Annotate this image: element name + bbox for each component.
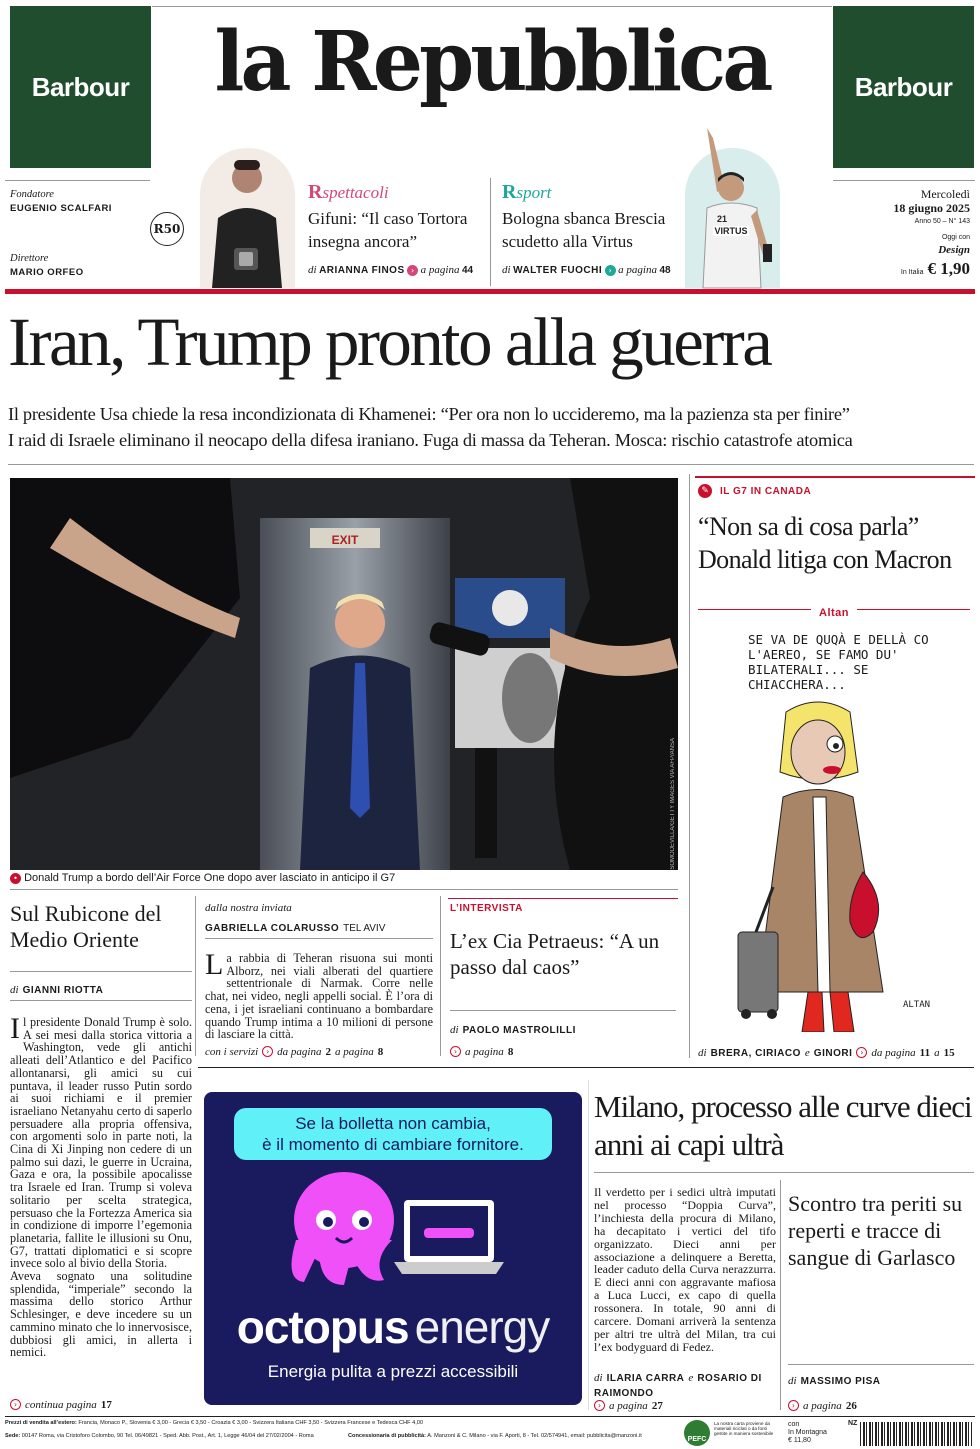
author-name: WALTER FUOCHI (513, 265, 603, 276)
price (901, 259, 970, 279)
r50-logo (150, 212, 184, 246)
footer-prices-text: Francia, Monaco P., Slovenia € 3,00 - Grecia € 3,50 - Croazia € 3,00 - Svizzera Italiana CHF 3,50 - Svizzera Francese e Tedesca CHF 4,00 (78, 1420, 423, 1426)
teaser-section-sport[interactable] (502, 182, 551, 203)
r-logo: R (308, 181, 323, 203)
price-value: € 1,90 (927, 259, 970, 278)
arrow-icon: › (10, 1399, 21, 1410)
founder-name: EUGENIO SCALFARI (10, 203, 112, 214)
page-label: a pagina (803, 1400, 842, 1412)
author-names: BRERA, CIRIACO (710, 1048, 801, 1059)
r50-text: R50 (153, 222, 181, 236)
photo-credit: SOMODEVILLA/GETTY IMAGES VIA AFP/ANSA (670, 738, 676, 870)
author-name: ARIANNA FINOS (319, 265, 405, 276)
arrow-icon: › (788, 1400, 799, 1411)
with-product[interactable]: Design (938, 244, 970, 256)
day-label: Mercoledì (920, 187, 970, 201)
garlasco-headline[interactable]: Scontro tra periti su reperti e tracce di sangue di Garlasco (788, 1191, 963, 1270)
page-number-end: 15 (943, 1047, 955, 1059)
ad-brand: Barbour (31, 71, 130, 102)
ad-barbour-left[interactable] (10, 6, 151, 168)
author-name-2: ROSARIO DI RAIMONDO (594, 1373, 762, 1399)
exit-sign: EXIT (331, 533, 359, 547)
page-number: 8 (507, 1046, 514, 1058)
by-label: di (450, 1024, 459, 1036)
arrow-icon: › (594, 1400, 605, 1411)
masthead-title[interactable]: la Repubblica (214, 14, 770, 110)
cartoon-balloon-text: SE VA DE QUQÀ E DELLÀ CO L'AEREO, SE FAMO DU' BILATERALI... SE CHIACCHERA... (748, 632, 929, 692)
by-label: di (698, 1047, 707, 1059)
with-label: Oggi con (941, 234, 970, 241)
garlasco-byline (788, 1371, 880, 1389)
r-logo: R (502, 181, 517, 203)
section-name: sport (516, 183, 552, 202)
trump-photo-icon (10, 478, 678, 870)
photo-caption (10, 872, 395, 884)
dateline: TEL AVIV (343, 923, 386, 934)
teheran-kicker: dalla nostra inviata (205, 902, 292, 914)
dropcap: I (10, 1012, 20, 1045)
altan-cartoon[interactable] (698, 622, 970, 1032)
footer-prices-label: Prezzi di vendita all’estero: (5, 1420, 77, 1426)
page-label: a pagina (465, 1046, 504, 1058)
ad-slogan: Energia pulita a prezzi accessibili (267, 1362, 519, 1381)
teheran-ref[interactable] (205, 1042, 383, 1060)
supplement-with: con (788, 1421, 800, 1428)
milano-body: Il verdetto per i sedici ultrà imputati nel processo “Doppia Curva”, l’inchiesta della procura di Milano, ha decapitato i vertici del tifo organizzato. Dieci anni per associazione a delinquere a Beretta, leader caduto della Curva nerazzurra. E dieci anni con aggravante mafiosa a Luca Lucci, ex capo di quella rossonera. In totale, 90 anni di carcere. Domani arriverà la sentenza per altri tre ultrà del Milan, tra cui l’ex bodyguard di Fedez. (594, 1185, 776, 1354)
page-label: a pagina (609, 1400, 648, 1412)
brand-energy: energy (414, 1301, 550, 1353)
dropcap: L (205, 948, 224, 981)
interview-label: L’INTERVISTA (450, 903, 523, 914)
issue-label: Anno 50 – N° 143 (914, 218, 970, 225)
arrow-icon: › (407, 265, 418, 276)
arrow-icon: › (856, 1047, 867, 1058)
page-label: a pagina (618, 264, 657, 276)
tagline-line-1: Se la bolletta non cambia, (295, 1114, 491, 1133)
octopus-mascot-icon (274, 1170, 514, 1290)
page-to: 8 (377, 1046, 384, 1058)
date-box (833, 180, 975, 288)
page-number: 26 (845, 1400, 857, 1412)
author-name: GIANNI RIOTTA (22, 985, 104, 996)
teheran-text: a rabbia di Teheran risuona sui monti Alborz, nei viali alberati del quartiere settentrionale di Narmak. Corre nelle chat, nei video, negli appelli social. È l’ora di cena, i jet israeliani continuano a bombardare quando Trump intima a 10 milioni di persone di lasciare la città. (205, 951, 433, 1042)
page-number: 44 (461, 265, 474, 276)
top-red-rule (5, 289, 975, 294)
g7-headline[interactable]: “Non sa di cosa parla” Donald litiga con Macron (698, 512, 952, 574)
supplement-price: € 11,80 (788, 1437, 811, 1444)
footer-sede (5, 1433, 345, 1439)
ad-tagline (234, 1108, 552, 1160)
by-label: di (502, 264, 511, 276)
founder-label: Fondatore (10, 189, 54, 200)
services-label: con i servizi (205, 1046, 259, 1058)
author-name: ILARIA CARRA (606, 1373, 685, 1384)
director-label: Direttore (10, 253, 49, 264)
page-label: a pagina (420, 264, 460, 276)
teheran-body (205, 948, 433, 1042)
by-label: di (594, 1372, 603, 1384)
teaser-photo-gifuni[interactable] (200, 148, 295, 288)
pefc-logo (684, 1420, 710, 1446)
to-label: a pagina (334, 1046, 374, 1058)
teaser-byline-virtus (502, 264, 671, 276)
petraeus-ref[interactable] (450, 1042, 513, 1060)
footer-ads-label: Concessionaria di pubblicità: (348, 1433, 427, 1439)
milano-ref[interactable] (594, 1396, 663, 1414)
ad-barbour-right[interactable] (833, 6, 974, 168)
barcode-icon (860, 1422, 972, 1446)
rubicone-headline[interactable]: Sul Rubicone del Medio Oriente (10, 901, 162, 952)
ad-brand: Barbour (854, 71, 953, 102)
brand-octopus: octopus (236, 1301, 409, 1353)
section-name: spettacoli (322, 183, 389, 202)
page-number: 27 (651, 1400, 663, 1412)
altan-label: Altan (811, 607, 857, 619)
and-label: e (804, 1047, 810, 1059)
main-photo[interactable] (10, 478, 678, 870)
and-label: e (688, 1372, 694, 1384)
footer-supplement (788, 1421, 827, 1445)
octopus-energy-ad[interactable] (204, 1092, 582, 1405)
petraeus-headline[interactable]: L’ex Cia Petraeus: “A un passo dal caos” (450, 929, 660, 979)
petraeus-byline (450, 1020, 576, 1038)
director-name: MARIO ORFEO (10, 267, 84, 278)
tagline-line-2: è il momento di cambiare fornitore. (262, 1135, 524, 1154)
rubicone-continue[interactable] (10, 1395, 112, 1413)
main-subheadline-1: Il presidente Usa chiede la resa incondizionata di Khamenei: “Per ora non lo uccideremo, ma la pazienza sta per finire” (8, 404, 850, 424)
rubicone-text-2: Aveva sognato una solitudine splendida, “imperiale” secondo la massima dello storico Arthur Schlesinger, e deve incedere su un cammino minato che lo innervosisce, dubbiosi gli amici, in allerta i nemici. (10, 1269, 192, 1360)
footer-prices (5, 1420, 675, 1426)
footer-sede-text: 00147 Roma, via Cristoforo Colombo, 90 Tel. 06/49821 - Sped. Abb. Post., Art. 1, Legge 46/04 del 27/02/2004 - Roma (21, 1433, 314, 1439)
footer-ads (348, 1433, 678, 1439)
svg-text:21: 21 (717, 214, 728, 224)
by-label: di (308, 264, 317, 276)
page-from: 2 (325, 1046, 331, 1058)
date-label: 18 giugno 2025 (893, 201, 970, 215)
page-number: 48 (659, 265, 671, 276)
arrow-icon: › (450, 1046, 461, 1057)
pen-icon: ✎ (698, 484, 712, 498)
teaser-photo-virtus[interactable] (685, 148, 780, 288)
caption-bullet-icon: • (10, 873, 21, 884)
altan-label-row (698, 603, 970, 621)
supplement-name: In Montagna (788, 1429, 827, 1436)
by-label: di (788, 1375, 797, 1387)
arrow-icon: › (605, 265, 616, 276)
continue-label: continua pagina (25, 1399, 97, 1411)
footer-ads-text: A. Manzoni & C. Milano - via F. Aporti, 8 - Tel. 02/574941, email: pubblicita@manzoni.it (427, 1433, 642, 1439)
woman-with-suitcase-icon (698, 692, 970, 1032)
teheran-byline (205, 918, 385, 936)
teaser-headline-virtus[interactable]: Bologna sbanca Brescia scudetto alla Virtus (502, 209, 666, 251)
page-label: da pagina (277, 1046, 322, 1058)
rubicone-text: l presidente Donald Trump è solo. A sei mesi dalla storica vittoria a Washington, vede gli antichi alleati dell’Atlantico e del Pacifico allontanarsi, gli amici su cui puntava, il leader russo Putin sordo ai suoi richiami e il premier israeliano Netanyahu certo di saperlo persuadere alla propria offensiva, con argomenti solo in parte noti, la Cina di Xi Jinping non cedere di un palmo sui dazi, le guerre in Ucraina, Gaza e ora, la possibile apocalisse tra Israele ed Iran. Trump si voleva solitario per scelta strategica, persuaso che la Fortezza America sia in condizione di imporre l’egemonia planetaria, fallite le illusioni su Onu, G7, trattati diplomatici e si scopre invece solo al bivio della Storia. (10, 1015, 192, 1271)
rubicone-byline (10, 980, 103, 998)
footer-sede-label: Sede: (5, 1433, 21, 1439)
credits-box (5, 180, 150, 288)
caption-text: Donald Trump a bordo dell’Air Force One dopo aver lasciato in anticipo il G7 (24, 872, 396, 884)
g7-label: IL G7 IN CANADA (720, 485, 812, 497)
footer-region-code: NZ (848, 1420, 858, 1427)
teaser-section-spettacoli[interactable] (308, 182, 389, 203)
author-name: PAOLO MASTROLILLI (462, 1025, 576, 1036)
arrow-icon: › (262, 1046, 273, 1057)
author-name: GABRIELLA COLARUSSO (205, 923, 340, 934)
g7-byline (698, 1043, 955, 1061)
ad-brand-logo (204, 1302, 582, 1352)
price-label: In Italia (900, 269, 924, 276)
page-number: 17 (100, 1399, 112, 1411)
page-label: da pagina (871, 1047, 916, 1059)
teaser-byline-gifuni (308, 264, 473, 276)
teaser-headline-gifuni[interactable]: Gifuni: “Il caso Tortora insegna ancora” (308, 209, 468, 251)
svg-text:VIRTUS: VIRTUS (714, 226, 748, 236)
g7-label-bar (698, 478, 970, 504)
garlasco-ref[interactable] (788, 1396, 857, 1414)
milano-headline[interactable]: Milano, processo alle curve dieci anni ai capi ultrà (594, 1089, 972, 1162)
page-number: 11 (919, 1047, 931, 1059)
pefc-text: PEFC (687, 1436, 707, 1443)
pefc-note: La nostra carta proviene da materiali riciclati o da fonti gestite in maniera sostenibile (714, 1421, 774, 1436)
basketball-player-icon (685, 148, 780, 288)
by-label: di (10, 984, 19, 996)
main-subheadline-2: I raid di Israele eliminano il neocapo della difesa iraniano. Fuga di massa da Teheran. Mosca: rischio catastrofe atomica (8, 430, 853, 450)
gifuni-portrait-icon (200, 148, 295, 288)
author-name: GINORI (813, 1048, 853, 1059)
author-name: MASSIMO PISA (800, 1376, 881, 1387)
main-headline[interactable]: Iran, Trump pronto alla guerra (8, 304, 771, 380)
cartoon-signature: ALTAN (903, 1000, 931, 1010)
rubicone-body (10, 1012, 192, 1360)
pages-to: a (934, 1047, 940, 1059)
